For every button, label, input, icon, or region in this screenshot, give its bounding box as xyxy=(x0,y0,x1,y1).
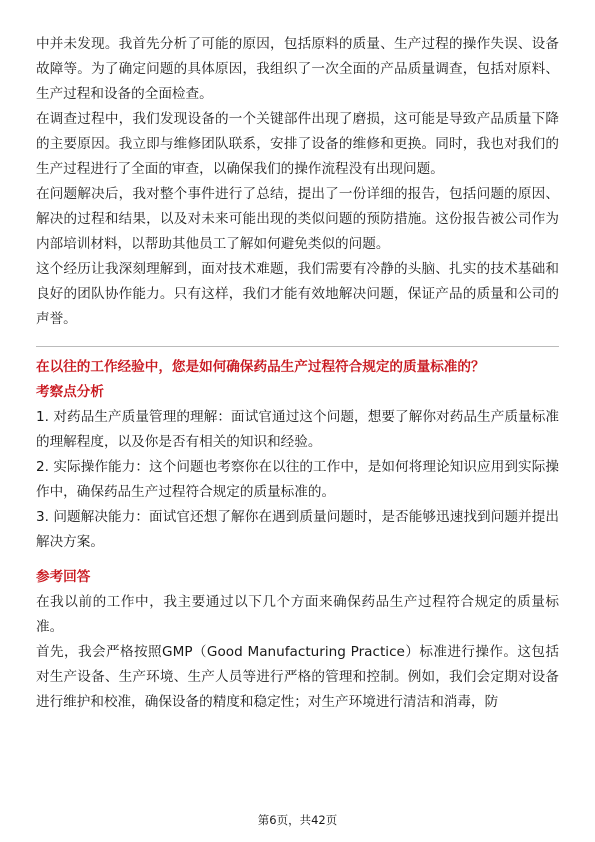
intro-paragraph-3: 在问题解决后，我对整个事件进行了总结，提出了一份详细的报告，包括问题的原因、解决的过程和结果，以及对未来可能出现的类似问题的预防措施。这份报告被公司作为内部培训材料，以帮助其他员工了解如何避免类似的问题。 xyxy=(36,186,559,252)
answer-paragraph-2: 首先，我会严格按照GMP（Good Manufacturing Practice）标准进行操作。这包括对生产设备、生产环境、生产人员等进行严格的管理和控制。例如，我们会定期对设备进行维护和校准，确保设备的精度和稳定性；对生产环境进行清洁和消毒，防 xyxy=(36,644,559,710)
intro-paragraph-1: 中并未发现。我首先分析了可能的原因，包括原料的质量、生产过程的操作失误、设备故障等。为了确定问题的具体原因，我组织了一次全面的产品质量调查，包括对原料、生产过程和设备的全面检查。 xyxy=(36,36,559,102)
analysis-item-3: 3. 问题解决能力：面试官还想了解你在遇到质量问题时，是否能够迅速找到问题并提出解决方案。 xyxy=(36,509,559,550)
intro-paragraph-4: 这个经历让我深刻理解到，面对技术难题，我们需要有冷静的头脑、扎实的技术基础和良好的团队协作能力。只有这样，我们才能有效地解决问题，保证产品的质量和公司的声誉。 xyxy=(36,261,559,327)
answer-heading: 参考回答 xyxy=(36,569,91,585)
analysis-heading: 考察点分析 xyxy=(36,384,104,400)
page-number: 第6页，共42页 xyxy=(257,813,338,827)
intro-paragraph-2: 在调查过程中，我们发现设备的一个关键部件出现了磨损，这可能是导致产品质量下降的主要原因。我立即与维修团队联系，安排了设备的维修和更换。同时，我也对我们的生产过程进行了全面的审查，以确保我们的操作流程没有出现问题。 xyxy=(36,111,559,177)
analysis-item-2: 2. 实际操作能力：这个问题也考察你在以往的工作中，是如何将理论知识应用到实际操作中，确保药品生产过程符合规定的质量标准的。 xyxy=(36,459,559,500)
answer-paragraph-1: 在我以前的工作中，我主要通过以下几个方面来确保药品生产过程符合规定的质量标准。 xyxy=(36,594,559,635)
interview-question: 在以往的工作经验中，您是如何确保药品生产过程符合规定的质量标准的？ xyxy=(36,359,485,375)
analysis-item-1: 1. 对药品生产质量管理的理解：面试官通过这个问题，想要了解你对药品生产质量标准的理解程度，以及你是否有相关的知识和经验。 xyxy=(36,409,559,450)
section-divider xyxy=(36,346,559,347)
document-page xyxy=(36,32,559,715)
